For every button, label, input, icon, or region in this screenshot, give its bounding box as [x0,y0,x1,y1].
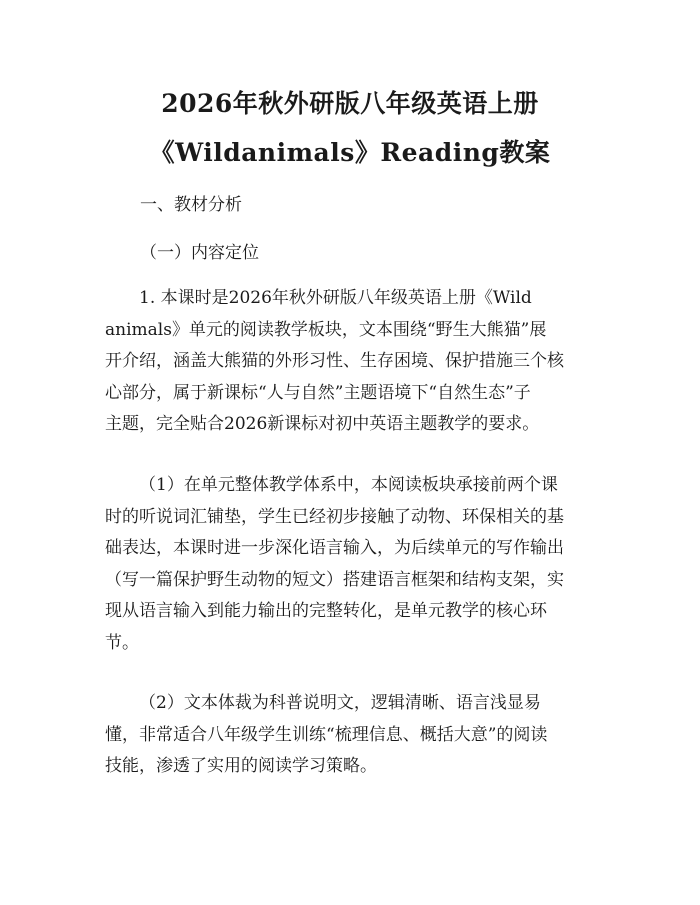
paragraph-line: （1）在单元整体教学体系中，本阅读板块承接前两个课 [139,475,558,495]
paragraph-2 [105,470,600,659]
paragraph-3 [105,688,600,783]
section-heading: 一、教材分析 [140,195,242,215]
paragraph-line: 时的听说词汇铺垫，学生已经初步接触了动物、环保相关的基 [105,506,564,527]
paragraph-line: 现从语言输入到能力输出的完整转化，是单元教学的核心环 [105,601,547,621]
paragraph-1 [105,283,600,441]
paragraph-line: 主题，完全贴合2026新课标对初中英语主题教学的要求。 [105,414,540,434]
paragraph-line: 技能，渗透了实用的阅读学习策略。 [105,756,377,776]
subsection-heading: （一）内容定位 [140,243,259,263]
paragraph-line: 懂，非常适合八年级学生训练“梳理信息、概括大意”的阅读 [105,724,548,745]
paragraph-line: animals》单元的阅读教学板块，文本围绕“野生大熊猫”展 [105,319,547,340]
paragraph-line: 1. 本课时是2026年秋外研版八年级英语上册《Wild [139,288,532,308]
document-title-line-2: 《Wildanimals》Reading教案 [149,138,551,167]
paragraph-line: （写一篇保护野生动物的短文）搭建语言框架和结构支架，实 [105,569,564,590]
document-title-line-1: 2026年秋外研版八年级英语上册 [161,89,539,118]
paragraph-line: （2）文本体裁为科普说明文，逻辑清晰、语言浅显易 [139,693,541,713]
paragraph-line: 础表达，本课时进一步深化语言输入，为后续单元的写作输出 [105,538,564,558]
paragraph-line: 节。 [105,632,139,653]
paragraph-line: 开介绍，涵盖大熊猫的外形习性、生存困境、保护措施三个核 [105,351,564,371]
paragraph-line: 心部分，属于新课标“人与自然”主题语境下“自然生态”子 [105,382,531,403]
